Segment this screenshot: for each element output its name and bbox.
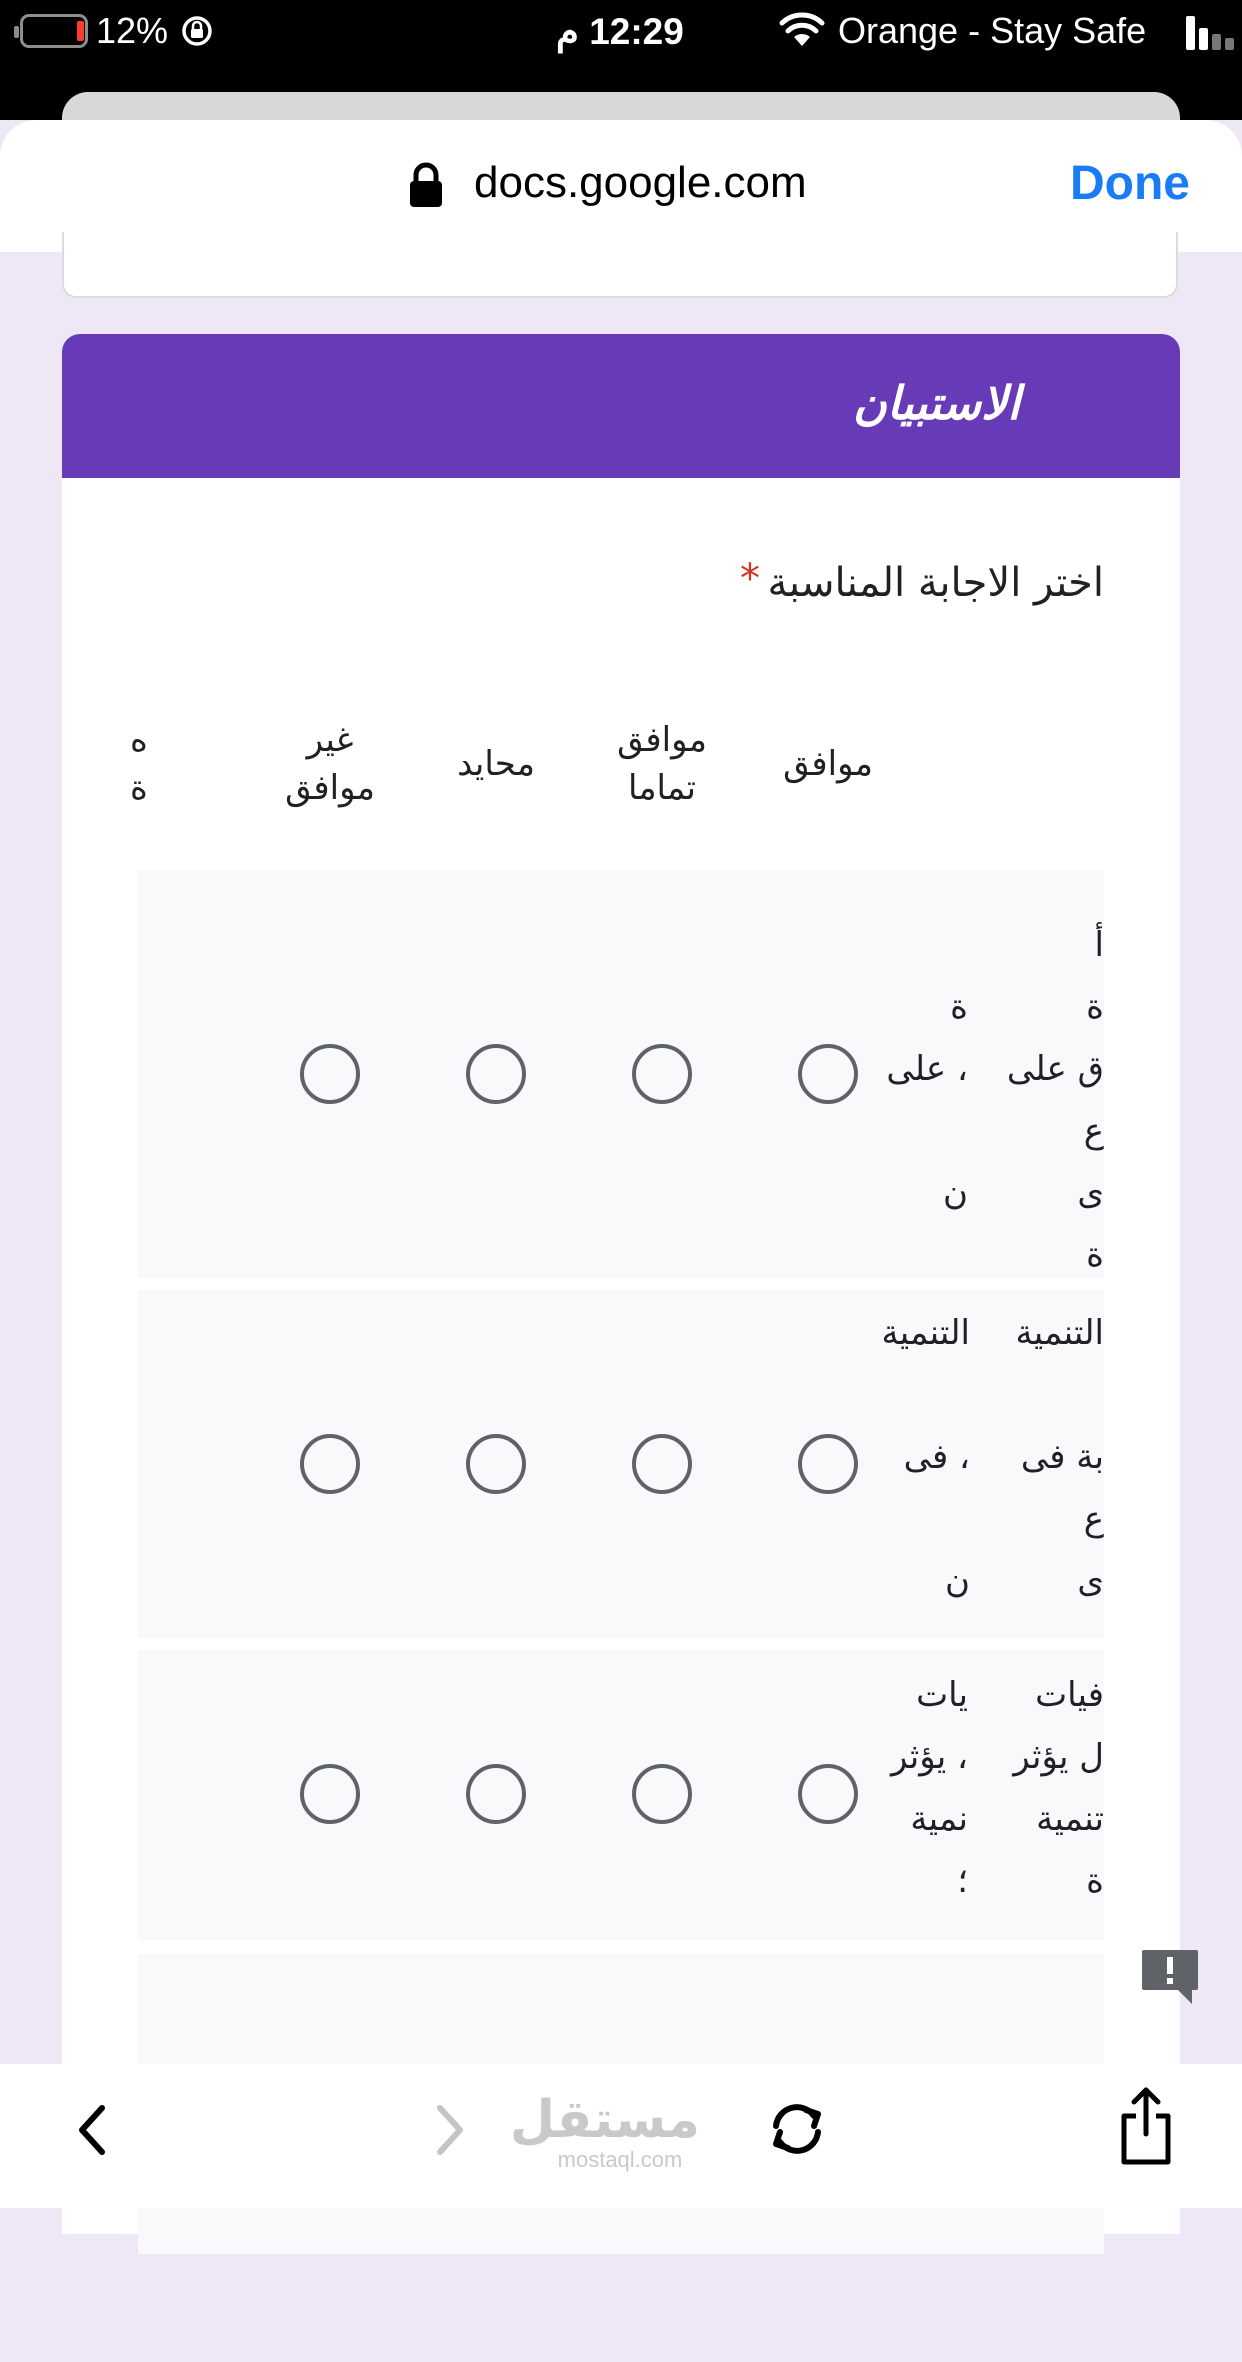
share-icon[interactable] bbox=[1118, 2086, 1174, 2166]
choice-grid bbox=[130, 334, 1104, 2234]
forward-icon[interactable] bbox=[430, 2100, 470, 2160]
row-label: أ ة ق على ع ى ة bbox=[1006, 925, 1104, 1275]
row-label: ة ، على ن bbox=[886, 987, 968, 1213]
watermark bbox=[509, 2090, 700, 2172]
column-header-neutral: محايد bbox=[457, 744, 535, 784]
grid-row bbox=[138, 1650, 1104, 1940]
watermark-latin: mostaql.com bbox=[557, 2147, 683, 2172]
form-title: الاستبيان bbox=[853, 376, 1020, 430]
battery-percent: 12% bbox=[96, 10, 169, 51]
reload-icon[interactable] bbox=[762, 2094, 832, 2164]
feedback-icon[interactable] bbox=[1140, 1948, 1200, 2006]
lock-icon bbox=[408, 162, 444, 208]
radio-option[interactable] bbox=[300, 1764, 360, 1824]
radio-option[interactable] bbox=[798, 1044, 858, 1104]
question-title: اختر الاجابة المناسبة bbox=[767, 560, 1104, 606]
column-header-strongly-agree: موافق تماما bbox=[617, 720, 707, 808]
row-label: يات ، يؤثر نمية ؛ bbox=[890, 1675, 968, 1901]
radio-option[interactable] bbox=[798, 1434, 858, 1494]
column-header-partial: ه ة bbox=[130, 720, 148, 808]
radio-option[interactable] bbox=[798, 1764, 858, 1824]
grid-row bbox=[138, 870, 1104, 1278]
required-mark: * bbox=[740, 556, 760, 602]
radio-option[interactable] bbox=[632, 1764, 692, 1824]
form-card bbox=[62, 334, 1180, 2234]
radio-option[interactable] bbox=[466, 1434, 526, 1494]
clock: 12:29 م bbox=[556, 11, 684, 52]
radio-option[interactable] bbox=[300, 1434, 360, 1494]
row-label: التنمية ، فى ن bbox=[881, 1313, 970, 1601]
done-button[interactable]: Done bbox=[1070, 157, 1190, 210]
radio-option[interactable] bbox=[632, 1044, 692, 1104]
carrier-name: Orange - Stay Safe bbox=[838, 10, 1147, 51]
page-content bbox=[0, 252, 1242, 2064]
radio-option[interactable] bbox=[632, 1434, 692, 1494]
battery-icon bbox=[20, 14, 88, 48]
radio-option[interactable] bbox=[300, 1044, 360, 1104]
url-text[interactable]: docs.google.com bbox=[474, 158, 807, 207]
signal-icon bbox=[1186, 16, 1234, 50]
previous-card bbox=[62, 232, 1178, 298]
browser-toolbar bbox=[0, 2064, 1242, 2208]
back-icon[interactable] bbox=[72, 2100, 112, 2160]
column-header-disagree: غير موافق bbox=[285, 720, 375, 808]
orientation-lock-icon bbox=[180, 14, 214, 56]
row-label: فيات ل يؤثر تنمية ة bbox=[1013, 1675, 1104, 1901]
wifi-icon bbox=[780, 12, 824, 48]
grid-row bbox=[138, 1290, 1104, 1638]
radio-option[interactable] bbox=[466, 1764, 526, 1824]
row-label: التنمية بة فى ع ى bbox=[1015, 1313, 1104, 1601]
watermark-arabic: مستقل bbox=[509, 2090, 700, 2150]
column-header-agree: موافق bbox=[783, 744, 873, 784]
radio-option[interactable] bbox=[466, 1044, 526, 1104]
